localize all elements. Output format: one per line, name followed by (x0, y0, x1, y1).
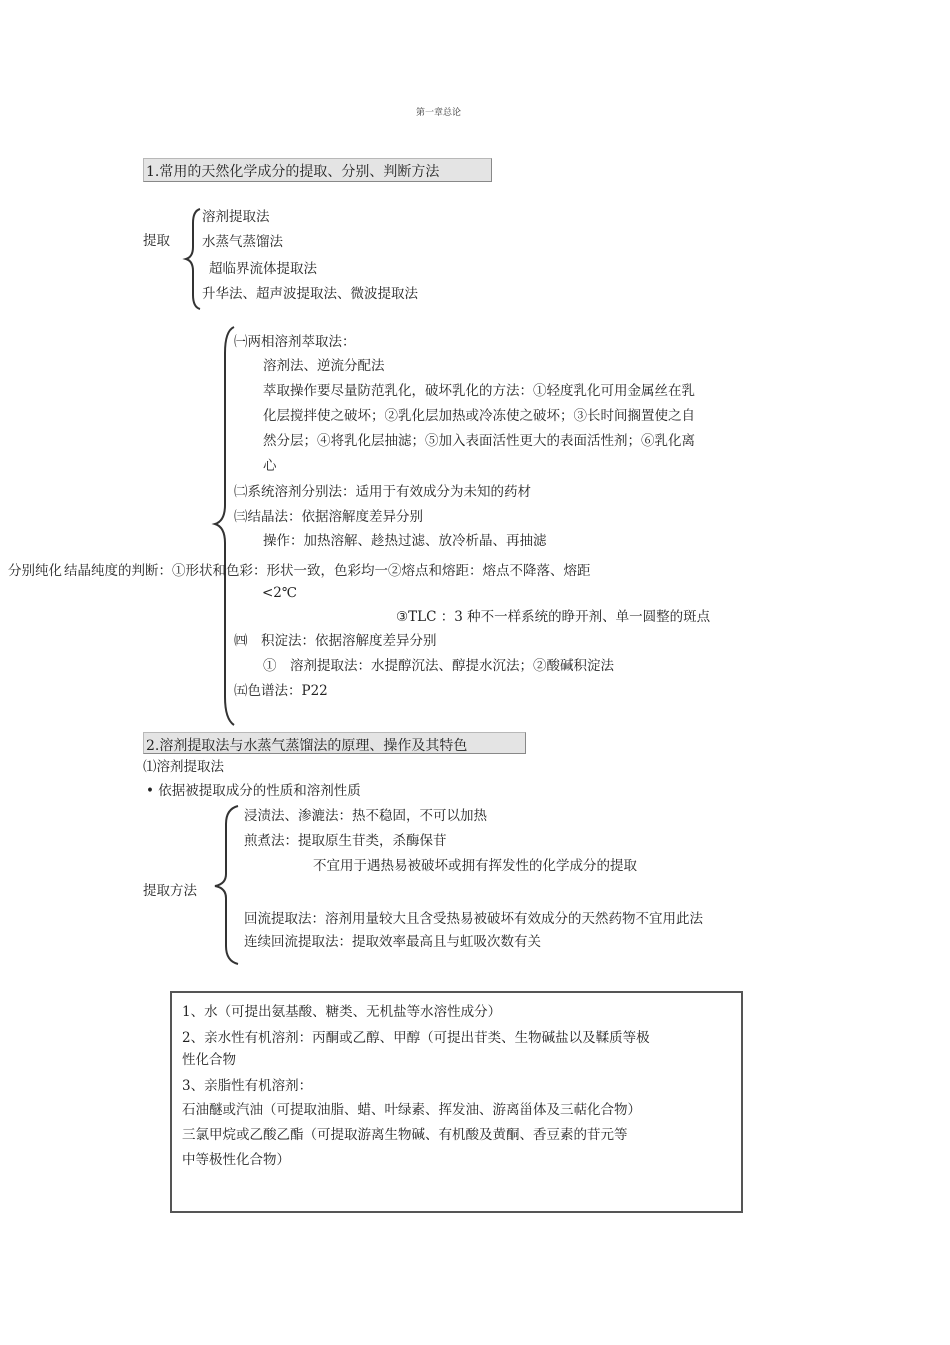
solvent-line: 性化合物 (182, 1052, 236, 1068)
sep-item4-methods: ① 溶剂提取法：水提醇沉法、醇提水沉法；②酸碱积淀法 (263, 658, 614, 674)
sep-item1-title: ㈠两相溶剂萃取法： (234, 334, 356, 350)
method-continuous-reflux: 连续回流提取法：提取效率最高且与虹吸次数有关 (244, 934, 541, 950)
solvent-line: 石油醚或汽油（可提取油脂、蜡、叶绿素、挥发油、游离甾体及三萜化合物） (182, 1102, 641, 1118)
sep-item1-methods: 溶剂法、逆流分配法 (263, 358, 385, 374)
solvent-line: 中等极性化合物） (182, 1152, 290, 1168)
sep-item1-emulsion-line: 然分层；④将乳化层抽滤；⑤加入表面活性更大的表面活性剂；⑥乳化离 (263, 433, 695, 449)
sep-item1-emulsion-line: 心 (263, 458, 277, 474)
extraction-label: 提取 (143, 233, 170, 249)
purity-judgement-tlc: ③TLC ：3 种不一样系统的睁开剂、单一圆整的斑点 (396, 609, 711, 625)
extraction-item-solvent: 溶剂提取法 (202, 209, 270, 225)
purity-judgement-cont: <2℃ (262, 585, 298, 601)
sep-item5: ㈤色谱法：P22 (234, 683, 328, 699)
sep-item3-title: ㈢结晶法：依据溶解度差异分别 (234, 509, 423, 525)
solvent-line: 三氯甲烷或乙酸乙酯（可提取游离生物碱、有机酸及黄酮、香豆素的苷元等 (182, 1127, 628, 1143)
chapter-title: 第一章总论 (416, 108, 462, 118)
extraction-item-steam: 水蒸气蒸馏法 (202, 234, 283, 250)
solvent-line: 2、亲水性有机溶剂：丙酮或乙醇、甲醇（可提出苷类、生物碱盐以及鞣质等极 (182, 1030, 650, 1046)
method-maceration: 浸渍法、渗漉法：热不稳固，不可以加热 (244, 808, 487, 824)
section2-heading: 2.溶剂提取法与水蒸气蒸馏法的原理、操作及其特色 (143, 732, 526, 754)
solvent-line: 1、水（可提出氨基酸、糖类、无机盐等水溶性成分） (182, 1004, 502, 1020)
solvent-line: 3、亲脂性有机溶剂： (182, 1078, 313, 1094)
separation-brace (212, 325, 238, 727)
sep-item1-emulsion-line: 化层搅拌使之破坏；②乳化层加热或冷冻使之破坏；③长时间搁置使之自 (263, 408, 695, 424)
method-decoction: 煎煮法：提取原生苷类，杀酶保苷 (244, 833, 447, 849)
method-decoction-note: 不宜用于遇热易被破坏或拥有挥发性的化学成分的提取 (313, 858, 637, 874)
sep-item1-emulsion-line: 萃取操作要尽量防范乳化，破坏乳化的方法：①轻度乳化可用金属丝在乳 (263, 383, 695, 399)
sep-item2: ㈡系统溶剂分别法：适用于有效成分为未知的药材 (234, 484, 531, 500)
sep-item3-operation: 操作：加热溶解、趁热过滤、放冷析晶、再抽滤 (263, 533, 547, 549)
method-reflux: 回流提取法：溶剂用量较大且含受热易被破坏有效成分的天然药物不宜用此法 (244, 911, 703, 927)
extraction-item-others: 升华法、超声波提取法、微波提取法 (202, 286, 418, 302)
extraction-brace (184, 207, 204, 311)
separation-label: 分别纯化 (8, 563, 62, 579)
methods-brace (212, 804, 242, 966)
extraction-item-supercritical: 超临界流体提取法 (209, 261, 317, 277)
section2-sub1: ⑴溶剂提取法 (143, 759, 224, 775)
section2-bullet: • 依据被提取成分的性质和溶剂性质 (146, 783, 361, 799)
methods-label: 提取方法 (143, 883, 197, 899)
sep-item4-title: ㈣ 积淀法：依据溶解度差异分别 (234, 633, 437, 649)
section1-heading: 1.常用的天然化学成分的提取、分别、判断方法 (143, 158, 492, 182)
purity-judgement-line: 结晶纯度的判断：①形状和色彩：形状一致，色彩均一②熔点和熔距：熔点不降落、熔距 (64, 563, 591, 579)
